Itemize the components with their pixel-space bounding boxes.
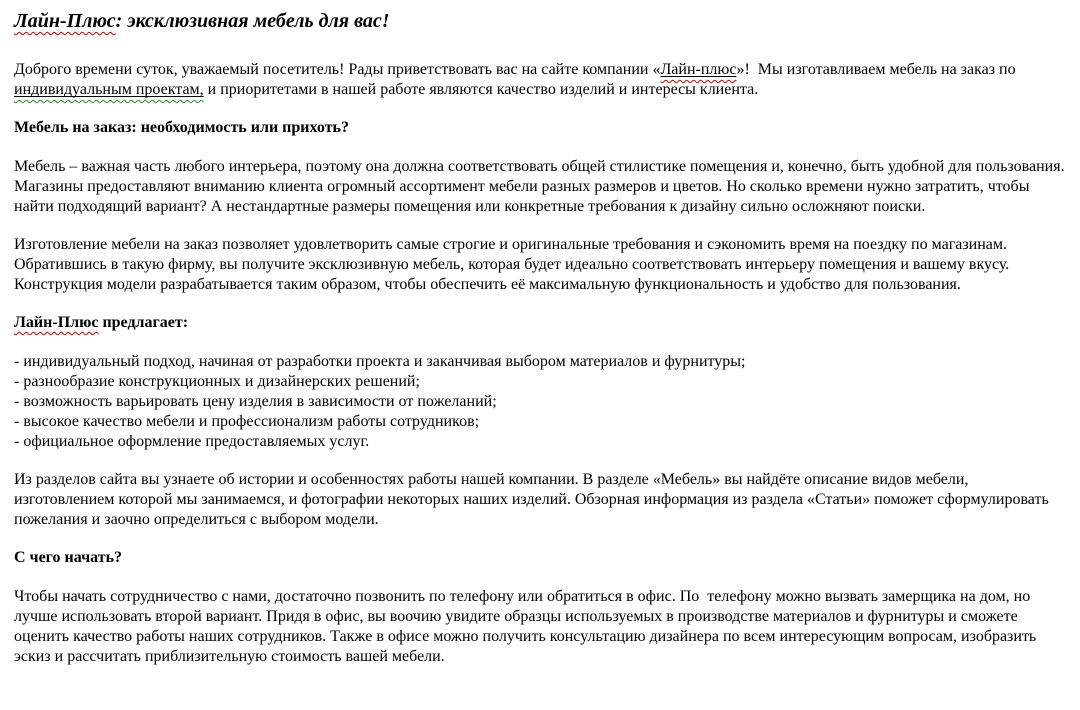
individual-projects-grammar: индивидуальным проектам,	[14, 81, 204, 98]
section-heading-start: С чего начать?	[14, 549, 123, 566]
individual-projects-link[interactable]	[14, 81, 204, 98]
page-title	[14, 8, 1065, 34]
list-item: - возможность варьировать цену изделия в зависимости от пожеланий;	[14, 393, 497, 410]
list-item: - официальное оформление предоставляемых услуг.	[14, 433, 370, 450]
list-item: - индивидуальный подход, начиная от разработки проекта и заканчивая выбором материалов и фурнитуры;	[14, 353, 746, 370]
title-rest: : эксклюзивная мебель для вас!	[115, 10, 390, 32]
order-paragraph-2: Изготовление мебели на заказ позволяет удовлетворить самые строгие и оригинальные требования и сэкономить время на поездку по магазинам. Обратившись в такую фирму, вы получите эксклюзивную мебель, которая будет идеально соответствовать интерьеру помещения и вашему вкусу. Конструкция модели разрабатывается таким образом, чтобы обеспечить её максимальную функциональность и удобство для пользования.	[14, 236, 1014, 293]
list-item: - разнообразие конструкционных и дизайнерских решений;	[14, 373, 420, 390]
company-name-misspelled: Лайн-плюс	[660, 61, 737, 78]
order-paragraph-1: Мебель – важная часть любого интерьера, поэтому она должна соответствовать общей стилистике помещения и, конечно, быть удобной для пользования. Магазины предоставляют вниманию клиента огромный ассортимент мебели разных размеров и цветов. Но сколько времени нужно затратить, чтобы найти подходящий вариант? А нестандартные размеры помещения или конкретные требования к дизайну сильно осложняют поиски.	[14, 158, 1069, 215]
offers-heading-rest: предлагает:	[98, 314, 189, 331]
company-name-underlined[interactable]	[660, 61, 736, 78]
section-heading-order: Мебель на заказ: необходимость или прихоть?	[14, 119, 350, 136]
site-overview-paragraph: Из разделов сайта вы узнаете об истории и особенностях работы нашей компании. В разделе «Мебель» вы найдёте описание видов мебели, изготовлением которой мы занимаемся, и фотографии некоторых наших изделий. Обзорная информация из раздела «Статьи» поможет сформулировать пожелания и заочно определиться с выбором модели.	[14, 471, 1053, 528]
title-brand-misspelled: Лайн-Плюс	[14, 10, 116, 32]
intro-text-pre: Доброго времени суток, уважаемый посетитель! Рады приветствовать вас на сайте компании «	[14, 61, 661, 78]
offers-brand-misspelled: Лайн-Плюс	[14, 314, 99, 331]
start-paragraph: Чтобы начать сотрудничество с нами, достаточно позвонить по телефону или обратиться в офис. По телефону можно вызвать замерщика на дом, но лучше использовать второй вариант. Придя в офис, вы воочию увидите образцы используемых в производстве материалов и фурнитуры и сможете оценить качество работы наших сотрудников. Также в офисе можно получить консультацию дизайнера по всем интересующим вопросам, изобразить эскиз и рассчитать приблизительную стоимость вашей мебели.	[14, 588, 1041, 665]
intro-text-mid: »! Мы изготавливаем мебель на заказ по	[736, 61, 1020, 78]
section-heading-offers	[14, 313, 1065, 333]
offers-list	[14, 352, 1065, 452]
list-item: - высокое качество мебели и профессионализм работы сотрудников;	[14, 413, 480, 430]
intro-text-post: и приоритетами в нашей работе являются качество изделий и интересы клиента.	[203, 81, 759, 98]
intro-paragraph	[14, 60, 1065, 100]
